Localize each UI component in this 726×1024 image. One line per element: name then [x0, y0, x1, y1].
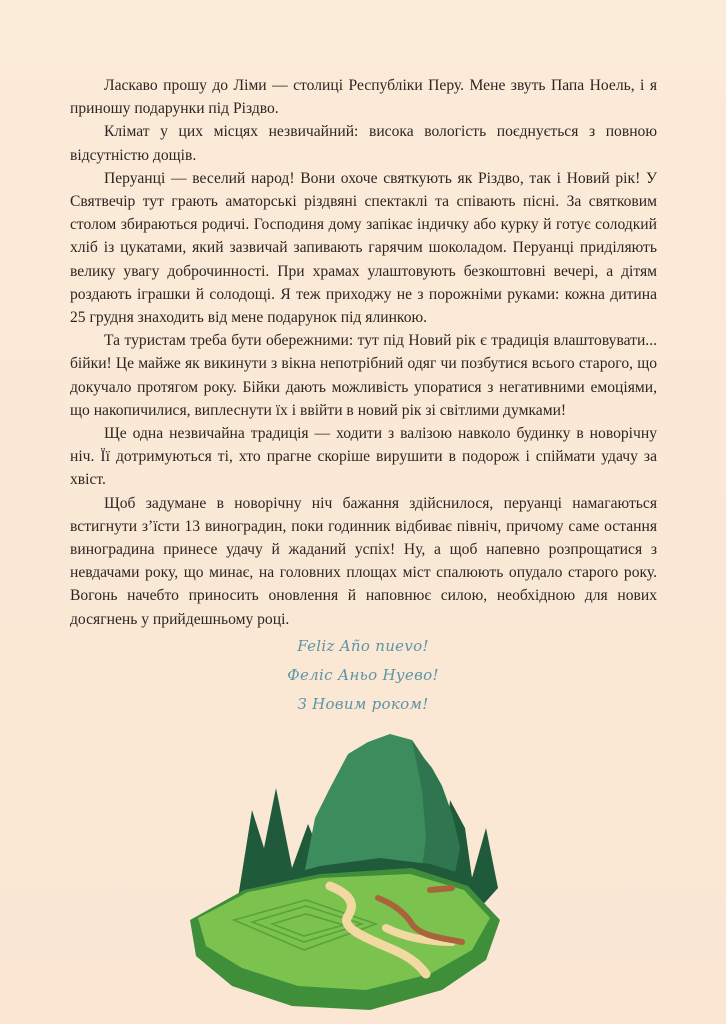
greeting-transliterated: Феліс Аньо Нуево!	[287, 666, 439, 684]
greetings	[0, 632, 726, 719]
paragraph: Ласкаво прошу до Ліми — столиці Республіки Перу. Мене звуть Папа Ноель, і я приношу подарунки під Різдво.	[70, 77, 657, 118]
greeting-ukrainian: З Новим роком!	[297, 695, 429, 713]
paragraph: Щоб задумане в новорічну ніч бажання здійснилося, перуанці намагаються встигнути з’їсти 13 виноградин, поки годинник відбиває північ, причому саме остання виноградина принесе удачу й жаданий успіх! Ну, а щоб напевно розпрощатися з невдачами року, що минає, на головних площах міст спалюють опудало старого року. Вогонь начебто приносить оновлення й наповнює силою, необхідною для нових досягнень у прийдешньому році.	[70, 494, 657, 628]
paragraph: Ще одна незвичайна традиція — ходити з валізою навколо будинку в новорічну ніч. Її дотримуються ті, хто прагне скоріше вирушити в подорож і спіймати удачу за хвіст.	[70, 425, 657, 489]
paragraph: Перуанці — веселий народ! Вони охоче святкують як Різдво, так і Новий рік! У Святвечір тут грають аматорські різдвяні спектаклі та співають пісні. За святковим столом збираються родичі. Господиня дому запікає індичку або курку й готує солодкий хліб із цукатами, який зазвичай запивають гарячим шоколадом. Перуанці приділяють велику увагу доброчинності. При храмах улаштовують безкоштовні вечері, а дітям роздають іграшки й солодощі. Я теж приходжу не з порожніми руками: кожна дитина 25 грудня знаходить від мене подарунок під ялинкою.	[70, 169, 657, 327]
paragraph: Та туристам треба бути обережними: тут під Новий рік є традиція влаштовувати... бійки! Це майже як викинути з вікна непотрібний одяг чи позбутися всього старого, що докучало протягом року. Бійки дають можливість упоратися з негативними емоціями, що накопичилися, виплеснути їх і ввійти в новий рік зі світлими думками!	[70, 332, 657, 419]
story-text	[70, 74, 657, 631]
paragraph: Клімат у цих місцях незвичайний: висока вологість поєднується з повною відсутністю дощів.	[70, 123, 657, 164]
machu-picchu-mountain-illustration	[180, 728, 520, 1018]
greeting-spanish: Feliz Año nuevo!	[297, 637, 429, 655]
brown-trail-2	[430, 888, 452, 890]
